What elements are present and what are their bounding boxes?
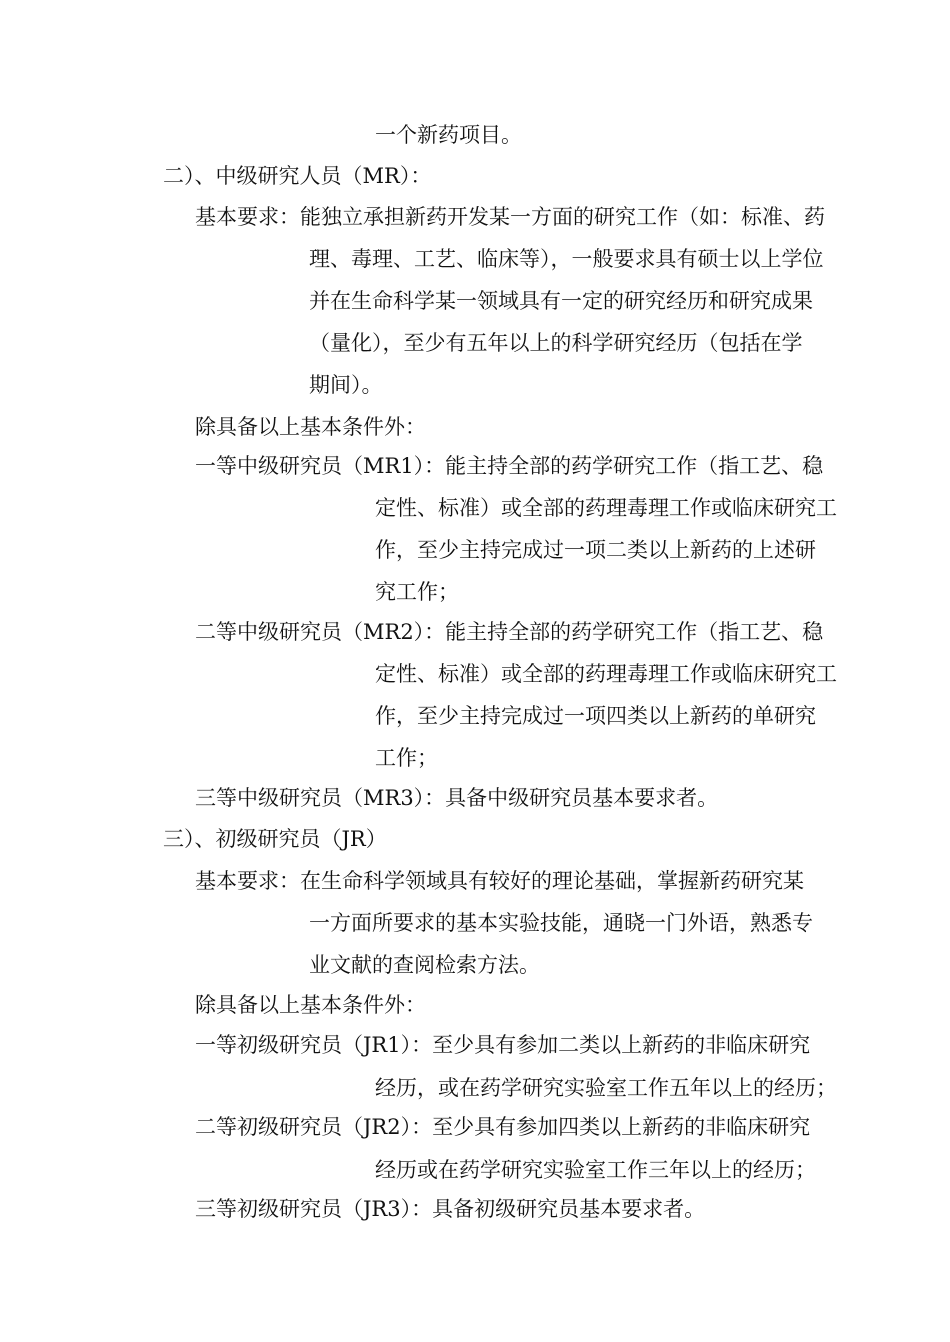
text-line: 业文献的查阅检索方法。	[309, 953, 540, 977]
text-line: 除具备以上基本条件外：	[195, 415, 426, 439]
text-line: 究工作；	[375, 580, 459, 604]
section-heading-mr: 二）、中级研究人员（MR）：	[163, 164, 432, 188]
text-line: 期间）。	[309, 373, 383, 397]
text-line: （量化），至少有五年以上的科学研究经历（包括在学	[309, 331, 803, 355]
text-line: 一方面所要求的基本实验技能，通晓一门外语，熟悉专	[309, 911, 813, 935]
text-line: 理、毒理、工艺、临床等），一般要求具有硕士以上学位	[309, 247, 824, 271]
text-line: 作，至少主持完成过一项二类以上新药的上述研	[375, 538, 816, 562]
text-line: 基本要求：能独立承担新药开发某一方面的研究工作（如：标准、药	[195, 205, 825, 229]
text-line: 除具备以上基本条件外：	[195, 993, 426, 1017]
text-line: 经历，或在药学研究实验室工作五年以上的经历；	[375, 1076, 837, 1100]
text-line: 工作；	[375, 746, 438, 770]
text-line: 三等初级研究员（JR3）：具备初级研究员基本要求者。	[195, 1197, 706, 1221]
text-line: 二等初级研究员（JR2）：至少具有参加四类以上新药的非临床研究	[195, 1115, 811, 1139]
section-heading-jr: 三）、初级研究员（JR）	[163, 827, 387, 851]
text-line: 经历或在药学研究实验室工作三年以上的经历；	[375, 1158, 816, 1182]
text-line: 基本要求：在生命科学领域具有较好的理论基础，掌握新药研究某	[195, 869, 804, 893]
text-line: 定性、标准）或全部的药理毒理工作或临床研究工	[375, 496, 837, 520]
text-line: 一个新药项目。	[375, 123, 522, 147]
text-line: 并在生命科学某一领域具有一定的研究经历和研究成果	[309, 289, 813, 313]
text-line: 二等中级研究员（MR2）：能主持全部的药学研究工作（指工艺、稳	[195, 620, 824, 644]
text-line: 定性、标准）或全部的药理毒理工作或临床研究工	[375, 662, 837, 686]
text-line: 一等初级研究员（JR1）：至少具有参加二类以上新药的非临床研究	[195, 1033, 811, 1057]
text-line: 三等中级研究员（MR3）：具备中级研究员基本要求者。	[195, 786, 719, 810]
text-line: 一等中级研究员（MR1）：能主持全部的药学研究工作（指工艺、稳	[195, 454, 824, 478]
text-line: 作，至少主持完成过一项四类以上新药的单研究	[375, 704, 816, 728]
